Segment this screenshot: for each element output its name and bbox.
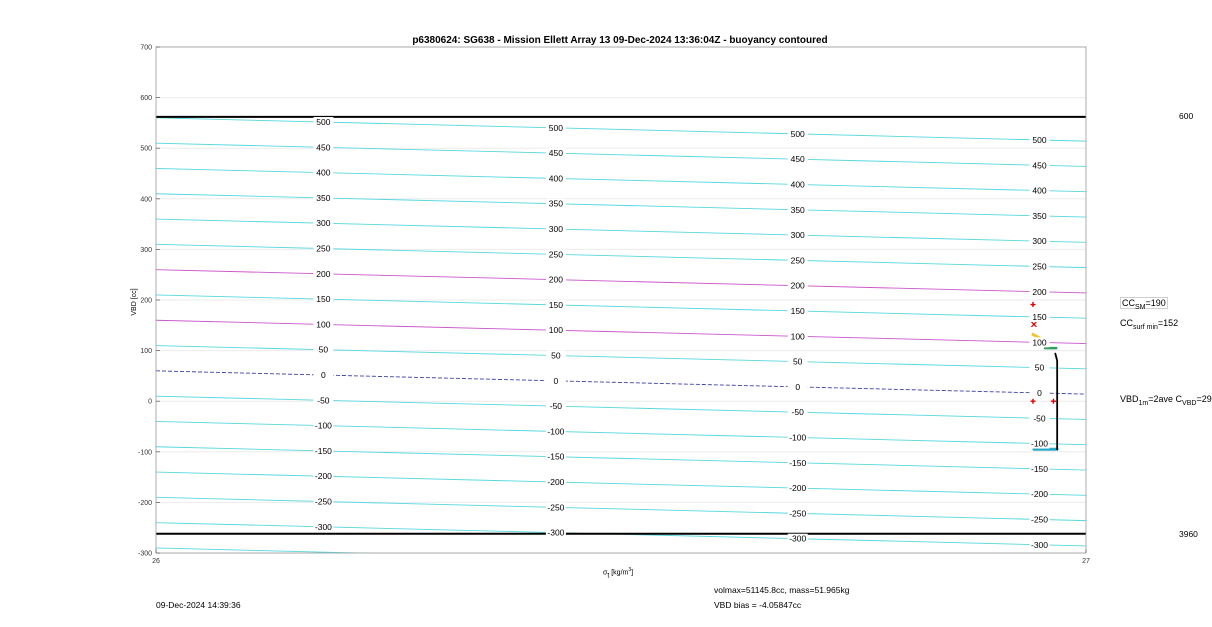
footer-vbd-bias: VBD bias = -4.05847cc: [714, 600, 802, 610]
contour-label: 250: [1032, 261, 1047, 272]
contour-label: -100: [547, 426, 565, 437]
limit-layer: [156, 117, 1086, 534]
contour-label: -150: [547, 451, 565, 462]
contour-label: 150: [316, 294, 331, 305]
contour-label: 450: [548, 148, 563, 159]
contour-label: 300: [316, 218, 331, 229]
marker-plus: [1030, 399, 1035, 404]
contour-label: 300: [790, 230, 805, 241]
contour-label: 50: [318, 344, 329, 355]
contour-label: -300: [789, 533, 807, 544]
y-tick-label: 300: [140, 246, 152, 254]
contour-line: [156, 346, 1086, 369]
contour-label: 100: [316, 319, 331, 330]
contour-label: 150: [1032, 312, 1047, 323]
contour-label: -50: [791, 407, 804, 418]
contour-label: 400: [790, 179, 805, 190]
contour-label: -150: [314, 445, 332, 456]
y-tick-label: 400: [140, 196, 152, 204]
contour-line: [156, 219, 1086, 242]
chart-title: p6380624: SG638 - Mission Ellett Array 13 09-Dec-2024 13:36:04Z - buoyancy contoured: [412, 35, 828, 46]
contour-label: -250: [789, 508, 807, 519]
contour-label: 500: [790, 128, 805, 139]
contour-label: -300: [547, 527, 565, 538]
contour-label: -200: [547, 477, 565, 488]
contour-label: -100: [1030, 438, 1049, 449]
contour-label: 350: [548, 198, 563, 209]
contour-line: [156, 270, 1086, 293]
axes-layer: [138, 45, 1090, 566]
contour-label: 300: [1032, 236, 1047, 247]
contour-label: 100: [1032, 337, 1047, 348]
contour-label: -200: [314, 471, 332, 482]
contour-label: -100: [789, 432, 807, 443]
x-tick-label: 27: [1082, 558, 1090, 565]
contour-label: 0: [553, 375, 559, 386]
contour-line: [156, 472, 1086, 495]
contour-label: -150: [789, 457, 807, 468]
contour-line: [156, 320, 1086, 343]
contour-label: 200: [1032, 286, 1047, 297]
contour-label: -250: [547, 502, 565, 513]
y-tick-label: 600: [140, 95, 152, 103]
y-tick-label: 100: [140, 348, 152, 356]
contour-label: 0: [795, 381, 801, 392]
contour-label: 200: [316, 268, 331, 279]
grid-layer: [156, 47, 1086, 553]
contour-line: [156, 421, 1086, 444]
footer-volmax-mass: volmax=51145.8cc, mass=51.965kg: [714, 585, 850, 595]
footer-timestamp: 09-Dec-2024 14:39:36: [156, 600, 241, 610]
contour-label: 50: [792, 356, 803, 367]
contour-line: [156, 447, 1086, 470]
contour-label: -200: [789, 483, 807, 494]
contour-label: 450: [316, 142, 331, 153]
contour-line: [156, 497, 1086, 520]
contour-line: [156, 143, 1086, 166]
y-tick-label: 0: [148, 398, 152, 406]
contour-label: 400: [1032, 185, 1047, 196]
contour-label: -250: [1030, 514, 1049, 525]
contour-label: 0: [321, 370, 326, 381]
right-limit-label-bottom: 3960: [1179, 529, 1198, 539]
contour-label: 500: [548, 122, 563, 133]
y-tick-label: -300: [137, 550, 152, 558]
contour-label: 50: [551, 350, 561, 361]
contour-line: [156, 244, 1086, 267]
contour-label: 450: [1032, 160, 1047, 171]
contour-label: -100: [314, 420, 332, 431]
contour-label: 0: [1037, 387, 1042, 398]
contour-label: 250: [790, 255, 805, 266]
right-limit-label-top: 600: [1179, 111, 1194, 121]
marker-plus: [1051, 399, 1056, 404]
contour-label: 350: [316, 192, 331, 203]
contour-line: [156, 396, 1086, 419]
marker-plus: [1030, 302, 1035, 307]
vbd-annotation: $VBD_{1m}=2ave$ $C_{VBD}=29$: [1120, 394, 1212, 407]
contour-label: -50: [1033, 413, 1046, 424]
contour-label: 500: [1032, 134, 1047, 145]
x-axis-label: $\sigma_t$ $[kg/m^3]$: [603, 567, 634, 580]
contour-line: [156, 371, 1086, 394]
contour-label: -50: [317, 395, 330, 406]
contour-line: [156, 168, 1086, 191]
contour-label: 450: [790, 154, 805, 165]
y-tick-label: -100: [137, 449, 152, 457]
y-tick-label: 500: [140, 145, 152, 153]
y-tick-label: 200: [140, 297, 152, 305]
marker-x: [1031, 322, 1036, 327]
contour-label: 250: [548, 249, 563, 260]
contour-line: [156, 295, 1086, 318]
contour-label: -150: [1030, 463, 1049, 474]
contour-label: 400: [548, 173, 563, 184]
contour-label: 150: [790, 306, 805, 317]
contour-label: -50: [549, 401, 563, 412]
contour-label: 200: [790, 280, 805, 291]
contour-line: [156, 194, 1086, 217]
contour-label: 100: [790, 331, 805, 342]
contour-label: 400: [316, 167, 331, 178]
cc-sm-annotation: $CC_{SM}=190$: [1122, 298, 1166, 311]
y-axis-label: VBD [cc]: [131, 288, 138, 316]
contour-label: -250: [314, 496, 332, 507]
contour-label: 500: [316, 117, 331, 128]
contour-label: -200: [1030, 489, 1049, 500]
contour-label: 350: [1032, 210, 1047, 221]
contour-label: -300: [314, 521, 332, 532]
y-tick-label: -200: [137, 499, 152, 507]
contour-label: 350: [790, 204, 805, 215]
cc-surf-min-annotation: $CC_{surf min}=152$: [1120, 318, 1179, 331]
contour-label: 300: [548, 224, 563, 235]
contour-label: -300: [1030, 539, 1049, 550]
contour-line: [156, 118, 1086, 141]
x-tick-label: 26: [152, 558, 160, 565]
contour-label: 200: [548, 274, 563, 285]
contour-label: 150: [548, 299, 563, 310]
contour-label: 100: [548, 325, 563, 336]
contour-layer: [156, 118, 1086, 571]
contour-label: 50: [1034, 362, 1045, 373]
contour-label: 250: [316, 243, 331, 254]
y-tick-label: 700: [140, 44, 152, 52]
